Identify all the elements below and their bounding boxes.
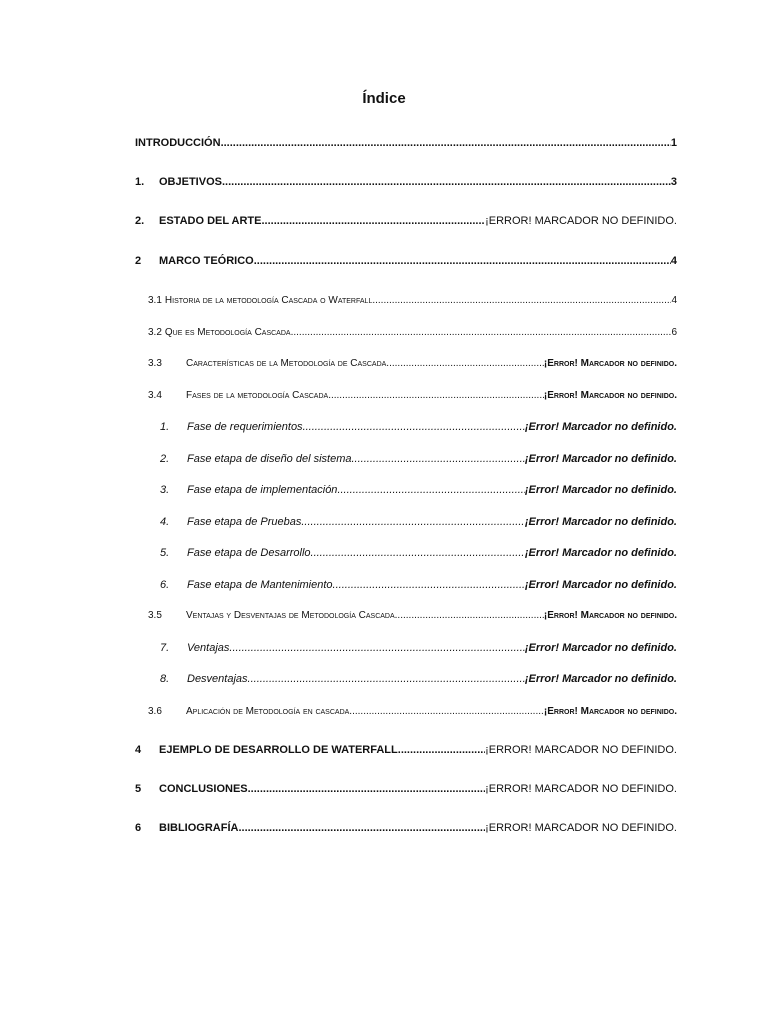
toc-entry-number: 2.	[135, 215, 145, 227]
toc-entry-number: 1.	[160, 421, 170, 433]
toc-entry-page: ¡Error! Marcador no definido.	[524, 579, 677, 591]
toc-entry-number: 3.6	[148, 706, 162, 717]
toc-leader-dots	[291, 327, 672, 338]
toc-entry-objetivos[interactable]	[135, 176, 677, 196]
toc-entry-caracteristicas[interactable]	[148, 358, 677, 378]
toc-leader-dots	[349, 706, 544, 717]
toc-entry-number: 5	[135, 783, 142, 795]
toc-entry-number: 3.2	[148, 327, 162, 338]
toc-leader-dots	[222, 176, 671, 188]
toc-entry-page: ¡Error! Marcador no definido.	[524, 673, 677, 685]
toc-entry-page: ¡Error! Marcador no definido.	[524, 453, 677, 465]
toc-entry-page: ¡ERROR! MARCADOR NO DEFINIDO.	[485, 822, 677, 834]
toc-entry-fase-requerimientos[interactable]	[160, 421, 677, 441]
toc-entry-page: ¡Error! Marcador no definido.	[524, 516, 677, 528]
toc-entry-label: MARCO TEÓRICO	[159, 255, 254, 267]
toc-entry-page: ¡Error! Marcador no definido.	[524, 642, 677, 654]
toc-leader-dots	[328, 390, 544, 401]
toc-entry-label: Fase etapa de Pruebas	[187, 516, 302, 528]
toc-entry-aplicacion[interactable]	[148, 706, 677, 726]
toc-entry-number: 3.4	[148, 390, 162, 401]
toc-entry-number: 3.	[160, 484, 170, 496]
toc-entry-label: Historia de la metodología Cascada o Waterfall	[164, 295, 373, 306]
toc-entry-label: OBJETIVOS	[159, 176, 222, 188]
toc-entry-fase-mantenimiento[interactable]	[160, 579, 677, 599]
toc-entry-label: Ventajas y Desventajas de Metodología Cascada	[186, 610, 395, 621]
toc-leader-dots	[303, 421, 525, 433]
toc-entry-page: ¡Error! Marcador no definido.	[543, 706, 677, 717]
toc-entry-label: BIBLIOGRAFÍA	[159, 822, 239, 834]
toc-entry-label: Que es Metodología Cascada	[164, 327, 291, 338]
toc-entry-number: 7.	[160, 642, 170, 654]
toc-entry-label: Características de la Metodología de Cascada	[186, 358, 387, 369]
toc-entry-fase-desarrollo[interactable]	[160, 547, 677, 567]
toc-entry-page: 3	[670, 176, 677, 188]
toc-entry-page: ¡Error! Marcador no definido.	[543, 358, 677, 369]
toc-leader-dots	[395, 610, 544, 621]
toc-entry-desventajas[interactable]	[160, 673, 677, 693]
toc-entry-label: EJEMPLO DE DESARROLLO DE WATERFALL	[159, 744, 398, 756]
toc-entry-number: 6.	[160, 579, 170, 591]
toc-leader-dots	[248, 783, 485, 795]
toc-entry-page: ¡Error! Marcador no definido.	[543, 390, 677, 401]
toc-leader-dots	[248, 673, 525, 685]
toc-entry-page: ¡Error! Marcador no definido.	[543, 610, 677, 621]
toc-leader-dots	[254, 255, 671, 267]
toc-entry-label: Fase etapa de diseño del sistema	[187, 453, 352, 465]
toc-entry-label: Fase etapa de Mantenimiento	[187, 579, 333, 591]
toc-entry-label: Fase etapa de Desarrollo	[187, 547, 311, 559]
toc-entry-label: INTRODUCCIÓN	[135, 137, 221, 149]
page-title: Índice	[362, 90, 406, 107]
toc-entry-number: 5.	[160, 547, 170, 559]
toc-leader-dots	[238, 822, 485, 834]
toc-entry-page: 1	[670, 137, 677, 149]
toc-entry-historia[interactable]	[148, 295, 677, 315]
toc-entry-number: 4.	[160, 516, 170, 528]
toc-leader-dots	[301, 516, 524, 528]
toc-entry-label: Aplicación de Metodología en cascada	[186, 706, 350, 717]
toc-entry-label: Fases de la metodología Cascada	[186, 390, 329, 401]
toc-entry-fase-pruebas[interactable]	[160, 516, 677, 536]
toc-leader-dots	[229, 642, 524, 654]
toc-entry-page: ¡ERROR! MARCADOR NO DEFINIDO.	[485, 215, 677, 227]
toc-entry-number: 1.	[135, 176, 145, 188]
toc-entry-ventajas[interactable]	[160, 642, 677, 662]
toc-entry-estado-del-arte[interactable]	[135, 215, 677, 235]
toc-entry-page: 4	[671, 295, 677, 306]
toc-entry-page: ¡ERROR! MARCADOR NO DEFINIDO.	[485, 744, 677, 756]
toc-entry-conclusiones[interactable]	[135, 783, 677, 803]
toc-leader-dots	[311, 547, 525, 559]
toc-leader-dots	[386, 358, 544, 369]
toc-entry-label: Fase etapa de implementación	[187, 484, 338, 496]
toc-entry-label: Ventajas	[187, 642, 230, 654]
toc-entry-page: ¡ERROR! MARCADOR NO DEFINIDO.	[485, 783, 677, 795]
toc-entry-number: 6	[135, 822, 142, 834]
toc-entry-marco-teorico[interactable]	[135, 255, 677, 275]
toc-leader-dots	[261, 215, 485, 227]
toc-entry-number: 2	[135, 255, 142, 267]
toc-leader-dots	[333, 579, 525, 591]
toc-leader-dots	[372, 295, 671, 306]
toc-entry-fase-implementacion[interactable]	[160, 484, 677, 504]
toc-leader-dots	[398, 744, 485, 756]
toc-entry-ejemplo-waterfall[interactable]	[135, 744, 677, 764]
toc-entry-number: 3.1	[148, 295, 162, 306]
toc-entry-page: ¡Error! Marcador no definido.	[524, 547, 677, 559]
toc-entry-fases[interactable]	[148, 390, 677, 410]
toc-entry-number: 2.	[160, 453, 170, 465]
toc-entry-number: 3.3	[148, 358, 162, 369]
toc-entry-page: ¡Error! Marcador no definido.	[524, 421, 677, 433]
toc-entry-number: 8.	[160, 673, 170, 685]
toc-entry-label: ESTADO DEL ARTE	[159, 215, 262, 227]
toc-entry-number: 4	[135, 744, 142, 756]
toc-entry-ventajas-desventajas[interactable]	[148, 610, 677, 630]
toc-entry-page: 4	[670, 255, 677, 267]
toc-entry-bibliografia[interactable]	[135, 822, 677, 842]
toc-entry-label: Fase de requerimientos	[187, 421, 303, 433]
toc-entry-que-es[interactable]	[148, 327, 677, 347]
toc-entry-fase-diseno[interactable]	[160, 453, 677, 473]
toc-entry-number: 3.5	[148, 610, 162, 621]
toc-entry-label: CONCLUSIONES	[159, 783, 248, 795]
toc-entry-label: Desventajas	[187, 673, 248, 685]
toc-leader-dots	[337, 484, 524, 496]
toc-leader-dots	[221, 137, 671, 149]
toc-entry-introduccion[interactable]	[135, 137, 677, 157]
toc-entry-page: 6	[671, 327, 677, 338]
toc-leader-dots	[352, 453, 525, 465]
toc-entry-page: ¡Error! Marcador no definido.	[524, 484, 677, 496]
